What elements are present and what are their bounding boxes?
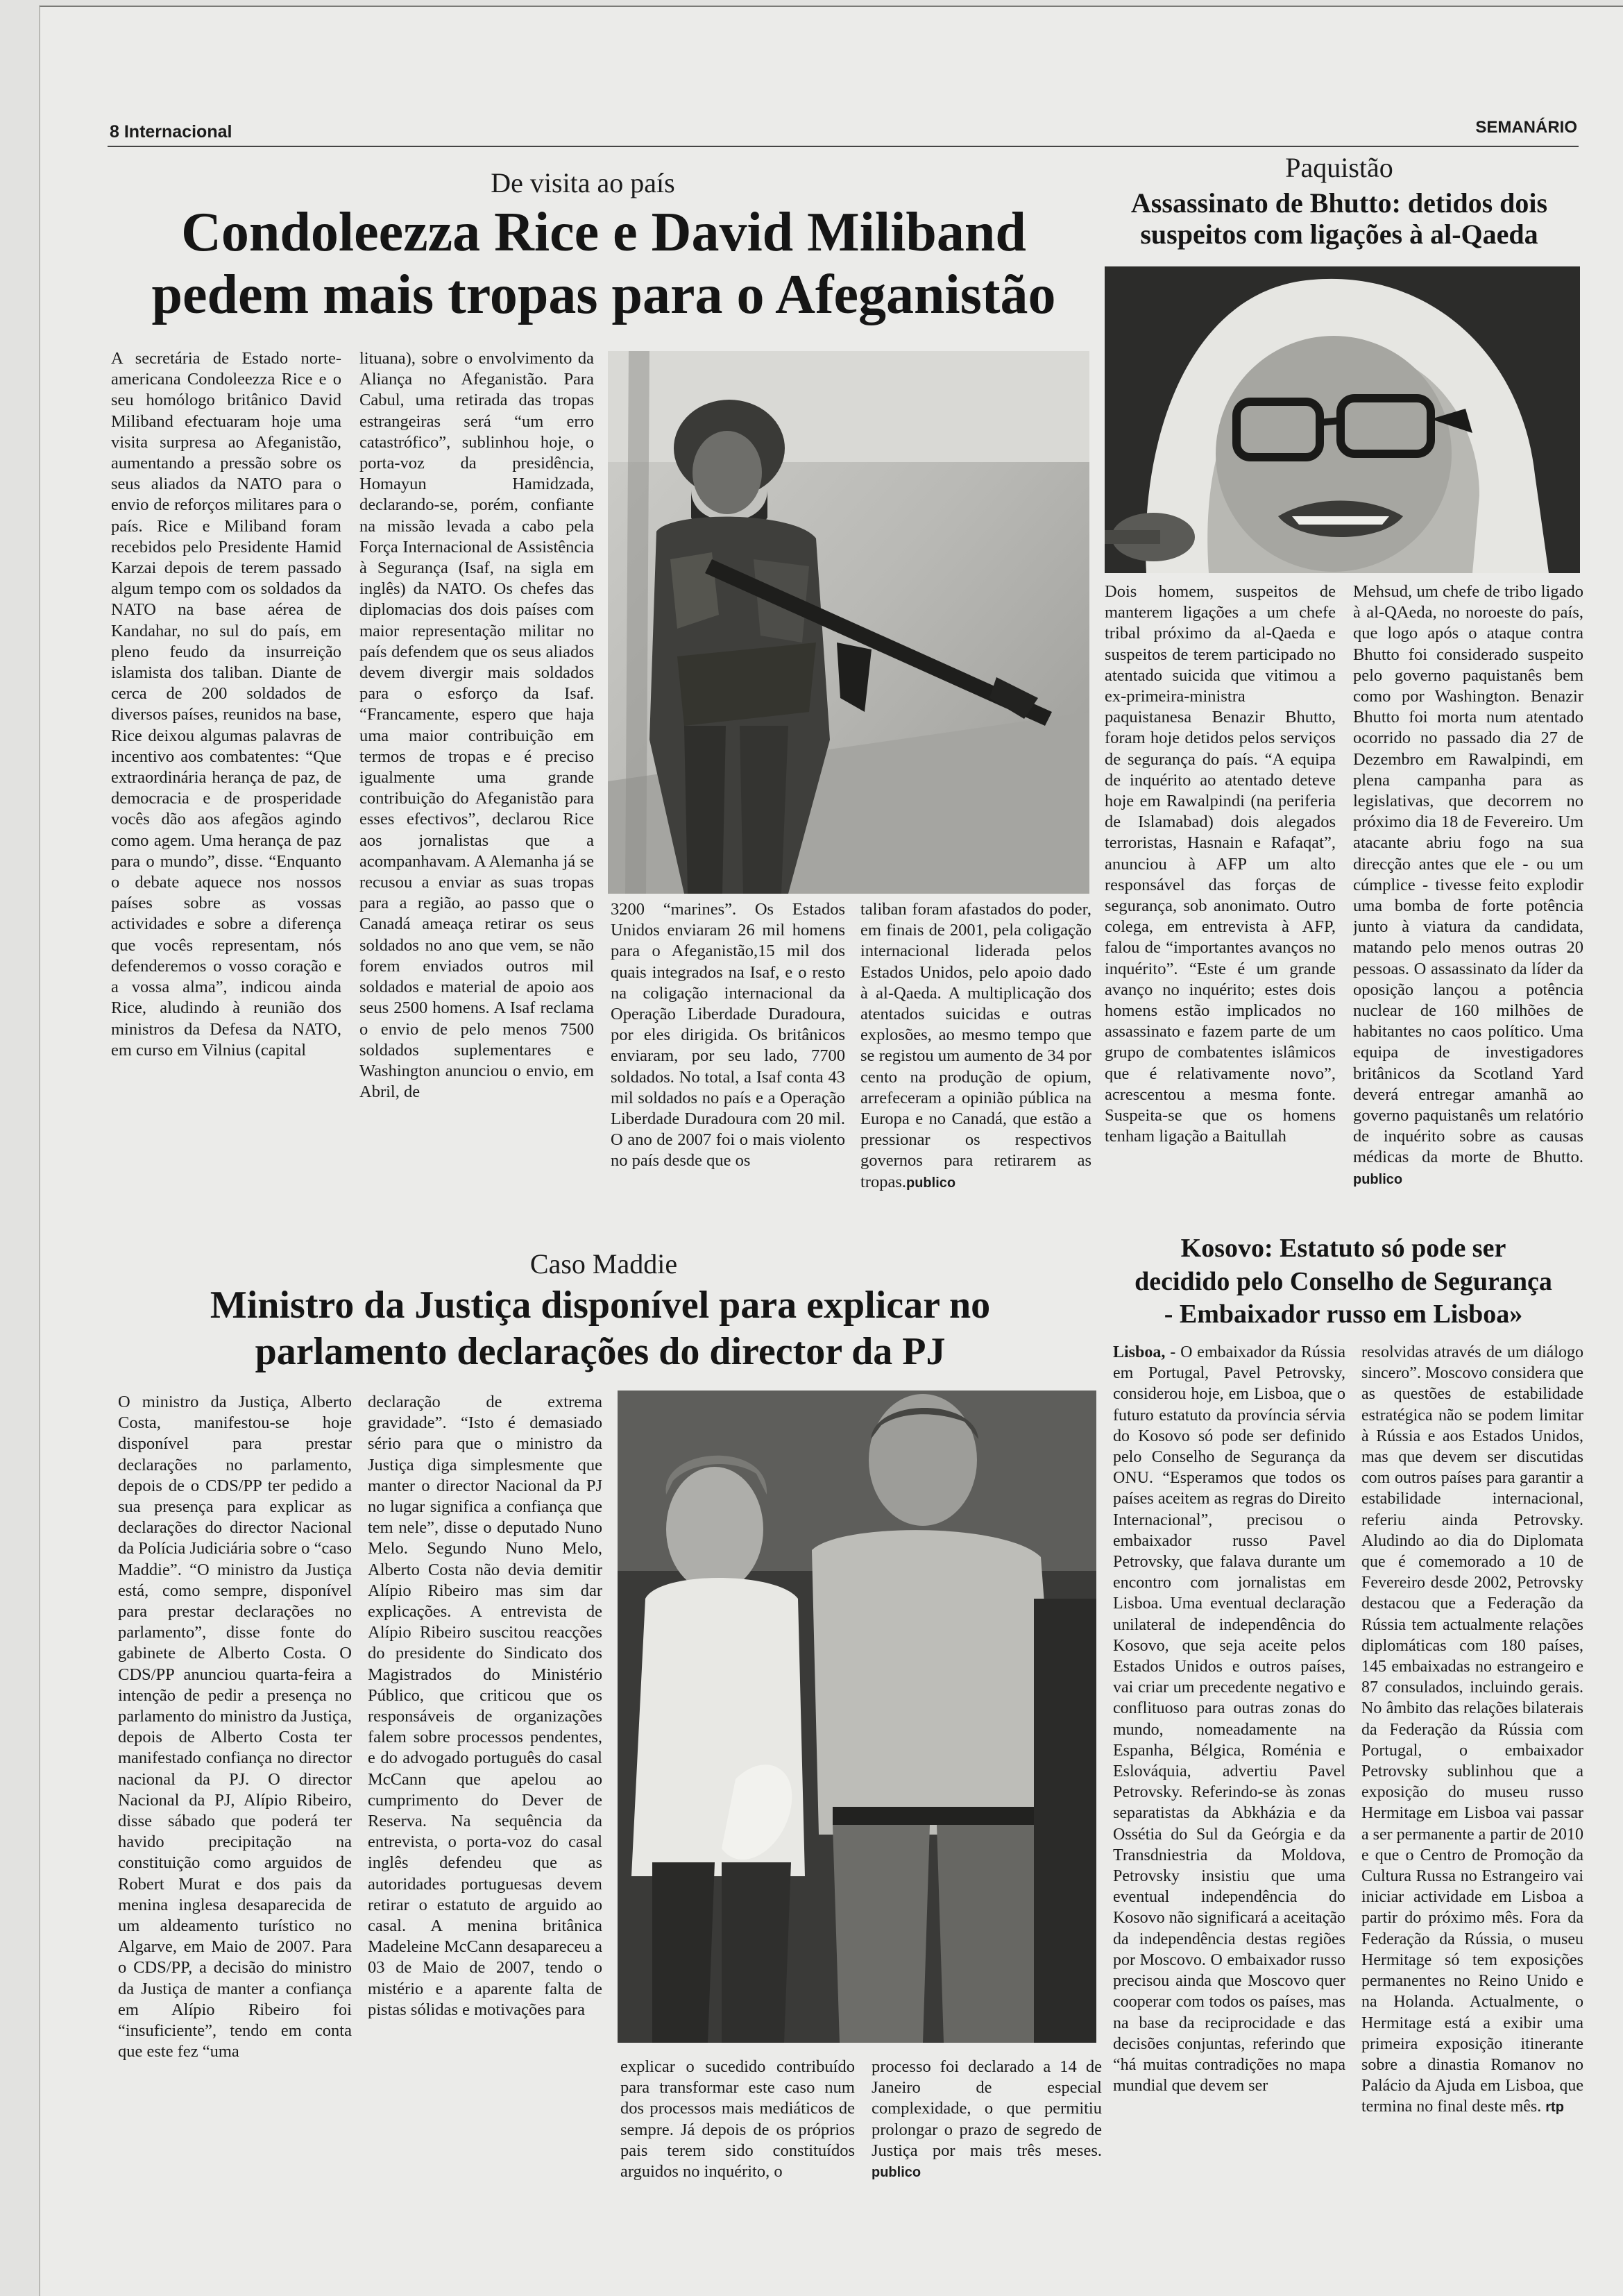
article4-text-tail: resolvidas através de um diálogo sincero”. Moscovo considera que as questões de estabilidade estratégica não se podem limitar à Rússia e aos Estados Unidos, mas que devem ser discutidas com outros países para garantir a estabilidade internacional, referiu ainda Petrovsky. Aludindo ao dia do Diplomata que é comemorado a 10 de Fevereiro desde 2002, Petrovsky destacou que a Federação da Rússia tem actualmente relações diplomáticas com 180 países, 145 embaixadas no estrangeiro e 87 consulados, incluindo gerais. No âmbito das relações bilaterais da Federação da Rússia com Portugal, o embaixador Petrovsky sublinhou que a exposição do museu russo Hermitage em Lisboa vai passar a ser permanente a partir de 2010 e que o Centro de Promoção da Cultura Russa no Estrangeiro vai iniciar actividade em Lisboa a partir do próximo mês. Fora da Federação da Rússia, o museu Hermitage só tem exposições permanentes no Reino Unido e na Holanda. Actualmente, o Hermitage está a exibir uma primeira exposição itinerante sobre a dinastia Romanov no Palácio da Ajuda em Lisboa, que termina no final deste mês. (1361, 1343, 1583, 2116)
article2-source: publico (1353, 1171, 1403, 1187)
article1-text: 3200 “marines”. Os Estados Unidos enviaram 26 mil homens para o Afeganistão,15 mil dos quais integrados na Isaf, e o resto na coligação internacional da Operação Liberdade Duradoura, por eles dirigida. Os britânicos enviaram, por seu lado, 7700 soldados. No total, a Isaf conta 43 mil soldados no país e a Operação Liberdade Duradoura com 20 mil. O ano de 2007 foi o mais violento no país desde que os (611, 900, 845, 1171)
article1-column1 (111, 348, 341, 1250)
article4-headline (1107, 1232, 1579, 1332)
article3-text (872, 2057, 1102, 2183)
article2-headline-line1: Assassinato de Bhutto: detidos dois (1130, 187, 1548, 219)
article1-text (860, 899, 1091, 1193)
article2-text: Dois homem, suspeitos de manterem ligações a um chefe tribal próximo da al-Qaeda e suspeitos de terem participado no atentado suicida que vitimou a ex-primeira-ministra paquistanesa Benazir Bhutto, foram hoje detidos pelos serviços de segurança do país. “A equipa de inquérito ao atentado deteve hoje em Rawalpindi (na periferia de Islamabad) dois alegados terroristas, Hasnain e Rafaqat”, anunciou à AFP um alto responsável das forças de segurança, sob anonimato. Outro colega, em entrevista à AFP, falou de “importantes avanços no inquérito”. “Este é um grande avanço no inquérito; estes dois homens estão implicados no assassinato e fazem parte de um grupo de combatentes islâmicos que é relativamente novo”, acrescentou a mesma fonte. Suspeita-se que os homens tenham ligação a Baitullah (1105, 582, 1336, 1146)
article2-text-tail: Mehsud, um chefe de tribo ligado à al-QAeda, no noroeste do país, que logo após o ataque contra Bhutto foi considerado suspeito pelo governo paquistanês bem como por Washington. Benazir Bhutto foi morta num atentado ocorrido no passado dia 27 de Dezembro em Rawalpindi, em plena campanha para as legislativas, que decorrem no próximo dia 18 de Fevereiro. Um atacante abriu fogo na sua direcção antes que ele - ou um cúmplice - tivesse feito explodir uma bomba de forte potência junto à viatura da candidata, matando pelo menos outras 20 pessoas. O assassinato da líder da oposição lançou a potência nuclear de 160 milhões de habitantes no caos político. Uma equipa de investigadores britânicos da Scotland Yard deverá entregar amanhã ao governo paquistanês um relatório de inquérito sobre as causas médicas da morte de Bhutto. (1353, 582, 1583, 1167)
article4-text-body: - O embaixador da Rússia em Portugal, Pavel Petrovsky, considerou hoje, em Lisboa, que o futuro estatuto da província sérvia do Kosovo só pode ser definido pelo Conselho de Segurança da ONU. “Esperamos que todos os países aceitem as regras do Direito Internacional”, precisou o embaixador russo Pavel Petrovsky, que falava durante um encontro com jornalistas em Lisboa. Uma eventual declaração unilateral de independência do Kosovo, que seja aceite pelos Estados Unidos e outros países, vai criar um precedente negativo e conflituoso para outras zonas do mundo, nomeadamente na Espanha, Bélgica, Roménia e Eslováquia, advertiu Pavel Petrovsky. Referindo-se às zonas separatistas da Abkházia e da Ossétia do Sul da Geórgia e da Transdniestria da Moldova, Petrovsky insistiu que uma eventual independência do Kosovo não significará a aceitação da independência destas regiões por Moscovo. O embaixador russo precisou ainda que Moscovo quer cooperar com todos os países, mas na base da reciprocidade e das decisões conjuntas, referindo que “há muitas contradições no mapa mundial que devem ser (1113, 1343, 1345, 2095)
article3-headline-line2: parlamento declarações do director da PJ (255, 1330, 946, 1374)
article2-kicker: Paquistão (1285, 152, 1393, 183)
article1-source: publico (906, 1175, 956, 1191)
article4-headline-line2: decidido pelo Conselho de Segurança (1135, 1266, 1552, 1296)
article4-text (1113, 1342, 1345, 2096)
article4-dateline: Lisboa, (1113, 1343, 1166, 1361)
soldier-photo (608, 351, 1089, 894)
article2-text (1353, 581, 1583, 1190)
header-rule (108, 146, 1579, 147)
article3-kicker: Caso Maddie (529, 1248, 678, 1279)
article3-headline (104, 1282, 1096, 1375)
article3-column2 (368, 1392, 602, 2225)
article1-headline-line2: pedem mais tropas para o Afeganistão (151, 264, 1056, 326)
section-label: 8 Internacional (110, 122, 232, 142)
article3-text: O ministro da Justiça, Alberto Costa, manifestou-se hoje disponível para prestar declarações no parlamento, depois de o CDS/PP ter pedido a sua presença para explicar as declarações do director Nacional da Polícia Judiciária sobre o “caso Maddie”. “O ministro da Justiça está, como sempre, disponível para prestar declarações no parlamento”, disse fonte do gabinete de Alberto Costa. O CDS/PP anunciou quarta-feira a intenção de pedir a presença no parlamento do ministro da Justiça, depois de Alberto Costa ter manifestado confiança no director nacional da PJ. O director Nacional da PJ, Alípio Ribeiro, disse sábado que poderá ter havido precipitação na constituição como arguidos de Robert Murat e dos pais da menina inglesa desaparecida de um aldeamento turístico no Algarve, em Maio de 2007. Para o CDS/PP, a decisão do ministro da Justiça de manter a confiança em Alípio Ribeiro foi “insuficiente”, tendo em conta que este fez “uma (118, 1393, 352, 2061)
article4-headline-line1: Kosovo: Estatuto só pode ser (1180, 1234, 1506, 1263)
article3-column1 (118, 1392, 352, 2225)
article1-column3 (611, 899, 845, 1246)
article3-text-tail: processo foi declarado a 14 de Janeiro de especial complexidade, o que permitiu prolongar o prazo de segredo de Justiça por mais três meses. (872, 2057, 1102, 2160)
article4-column1 (1113, 1342, 1345, 2216)
article1-column2 (359, 348, 594, 1250)
article2-column1 (1105, 581, 1336, 1234)
article3-source: publico (872, 2165, 921, 2181)
article2-headline-line2: suspeitos com ligações à al-Qaeda (1140, 219, 1538, 250)
article1-column4 (860, 899, 1091, 1246)
article4-source: rtp (1545, 2100, 1564, 2116)
article1-text: A secretária de Estado norte-americana Condoleezza Rice e o seu homólogo britânico David Miliband efectuaram hoje uma visita surpresa ao Afeganistão, aumentando a pressão sobre os seus aliados da NATO para o envio de reforços militares para o país. Rice e Miliband foram recebidos pelo Presidente Hamid Karzai depois de terem passado algum tempo com os soldados da NATO na base aérea de Kandahar, no sul do país, em pleno feudo da insurreição islamista dos taliban. Diante de cerca de 200 soldados de diversos países, reunidos na base, Rice deixou algumas palavras de incentivo aos combatentes: “Que extraordinária herança de paz, de democracia e de prosperidade vocês dão aos afegãos agindo como agem. Uma herança de paz para o mundo”, disse. “Enquanto o debate aquece nos nossos países sobre as vossas actividades e sobre a diferença que vocês representam, nós defenderemos o vosso coração e a vossa alma”, indicou ainda Rice, aludindo à reunião dos ministros da Defesa da NATO, em curso em Vilnius (capital (111, 349, 341, 1060)
article4-text (1361, 1342, 1583, 2118)
article4-headline-line3: - Embaixador russo em Lisboa» (1164, 1300, 1523, 1329)
article3-column4 (872, 2057, 1102, 2223)
article3-column3 (620, 2057, 855, 2223)
article4-column2 (1361, 1342, 1583, 2216)
article3-headline-line1: Ministro da Justiça disponível para explicar no (210, 1284, 991, 1327)
bhutto-photo (1105, 266, 1580, 573)
article3-text: declaração de extrema gravidade”. “Isto é demasiado sério para que o ministro da Justiça diga simplesmente que manter o director Nacional da PJ no lugar significa a confiança que tem nele”, disse o deputado Nuno Melo. Segundo Nuno Melo, Alberto Costa não devia demitir Alípio Ribeiro mas sim dar explicações. A entrevista de Alípio Ribeiro suscitou reacções do presidente do Sindicato dos Magistrados do Ministério Público, que criticou que os responsáveis de organizações falem sobre processos pendentes, e do advogado português do casal McCann que apelou ao cumprimento do Dever de Reserva. Na sequência da entrevista, o porta-voz do casal inglês defendeu que as autoridades portuguesas devem retirar o estatuto de arguido ao casal. A menina britânica Madeleine McCann desapareceu a 03 de Maio de 2007, tendo o mistério e a aparente falta de pistas sólidas e motivações para (368, 1393, 602, 2019)
article1-headline (104, 201, 1103, 327)
article1-headline-line1: Condoleezza Rice e David Miliband (181, 202, 1026, 263)
article2-headline (1103, 187, 1575, 250)
article3-text: explicar o sucedido contribuído para transformar este caso num dos processos mais mediáticos de sempre. Já depois de os próprios pais terem sido constituídos arguidos no inquérito, o (620, 2057, 855, 2182)
article2-column2 (1353, 581, 1583, 1234)
paper-name: SEMANÁRIO (1475, 118, 1577, 137)
article1-kicker: De visita ao país (491, 167, 675, 198)
article1-text: lituana), sobre o envolvimento da Aliança no Afeganistão. Para Cabul, uma retirada das tropas estrangeiras será “um erro catastrófico”, sublinhou hoje, o porta-voz da presidência, Homayun Hamidzada, declarando-se, porém, confiante na missão levada a cabo pela Força Internacional de Assistência à Segurança (Isaf, na sigla em inglês) da NATO. Os chefes das diplomacias dos dois países com maior representação militar no país defendem que os seus aliados devem divergir mais soldados para o esforço da Isaf. “Francamente, espero que haja uma maior contribuição em termos de tropas e é preciso igualmente uma grande contribuição do Afeganistão para esses efectivos”, declarou Rice aos jornalistas que a acompanhavam. A Alemanha já se recusou a enviar as suas tropas para a região, ao passo que o Canadá ameaça retirar os seus soldados no ano que vem, se não forem enviados outros mil soldados e material de apoio aos seus 2500 homens. A Isaf reclama o envio de pelo menos 7500 soldados suplementares e Washington anunciou o envio, em Abril, de (359, 349, 594, 1102)
article1-text-tail: taliban foram afastados do poder, em finais de 2001, pela coligação internacional liderada pelos Estados Unidos, pelo apoio dado à al-Qaeda. A multiplicação dos atentados suicidas e outras explosões, ao mesmo tempo que se registou um aumento de 34 por cento na produção de opium, arrefeceram a opinião pública na Europa e no Canadá, que estão a pressionar os respectivos governos para retirarem as tropas. (860, 900, 1091, 1191)
mccann-photo (618, 1391, 1096, 2043)
